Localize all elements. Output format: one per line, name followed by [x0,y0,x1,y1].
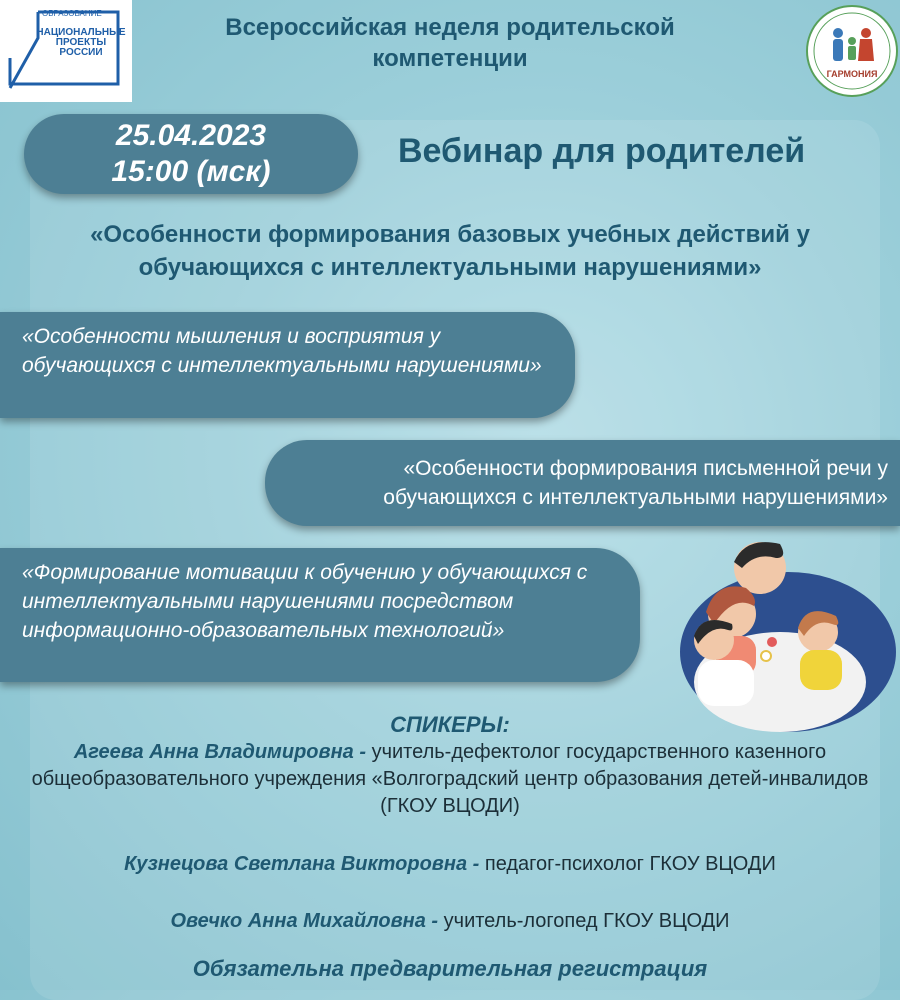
registration-notice: Обязательна предварительная регистрация [192,956,708,981]
logo-small-text: ОБРАЗОВАНИЕ [42,9,102,18]
main-topic: «Особенности формирования базовых учебных действий у обучающихся с интеллектуальными нарушениями» [90,221,810,281]
topic-pill-2: «Особенности формирования письменной речи у обучающихся с интеллектуальными нарушениями» [265,440,900,526]
speaker-name: Агеева Анна Владимировна - [73,741,367,763]
speaker-role: учитель-дефектолог государственного казенного общеобразовательного учреждения «Волгоградский центр образования детей-инвалидов (ГКОУ ВЦОДИ) [31,741,869,817]
topic-pill-3: «Формирование мотивации к обучению у обучающихся с интеллектуальными нарушениями посредством информационно-образовательных технологий» [0,548,640,682]
speaker-role: педагог-психолог ГКОУ ВЦОДИ [484,853,776,875]
national-projects-logo [0,0,132,102]
webinar-title: Вебинар для родителей [398,132,806,170]
family-emblem-icon [808,7,896,95]
speaker-name: Овечко Анна Михайловна - [170,910,439,932]
date-time-badge [24,114,358,194]
speaker-name: Кузнецова Светлана Викторовна - [124,853,480,875]
garmonia-logo-name: ГАРМОНИЯ [826,69,878,79]
family-hug-illustration [676,532,900,732]
speaker-1 [30,739,870,820]
event-time: 15:00 (мск) [111,155,271,188]
speakers-heading: СПИКЕРЫ: [390,712,510,737]
speaker-3 [30,908,870,935]
speaker-role: учитель-логопед ГКОУ ВЦОДИ [443,910,730,932]
event-date: 25.04.2023 [115,119,267,152]
garmonia-logo [806,5,898,97]
logo-big-text: НАЦИОНАЛЬНЫЕ ПРОЕКТЫ РОССИИ [36,27,126,58]
page-header-title: Всероссийская неделя родительской компетенции [225,14,675,72]
speaker-2 [30,851,870,878]
topic-pill-1: «Особенности мышления и восприятия у обучающихся с интеллектуальными нарушениями» [0,312,575,418]
